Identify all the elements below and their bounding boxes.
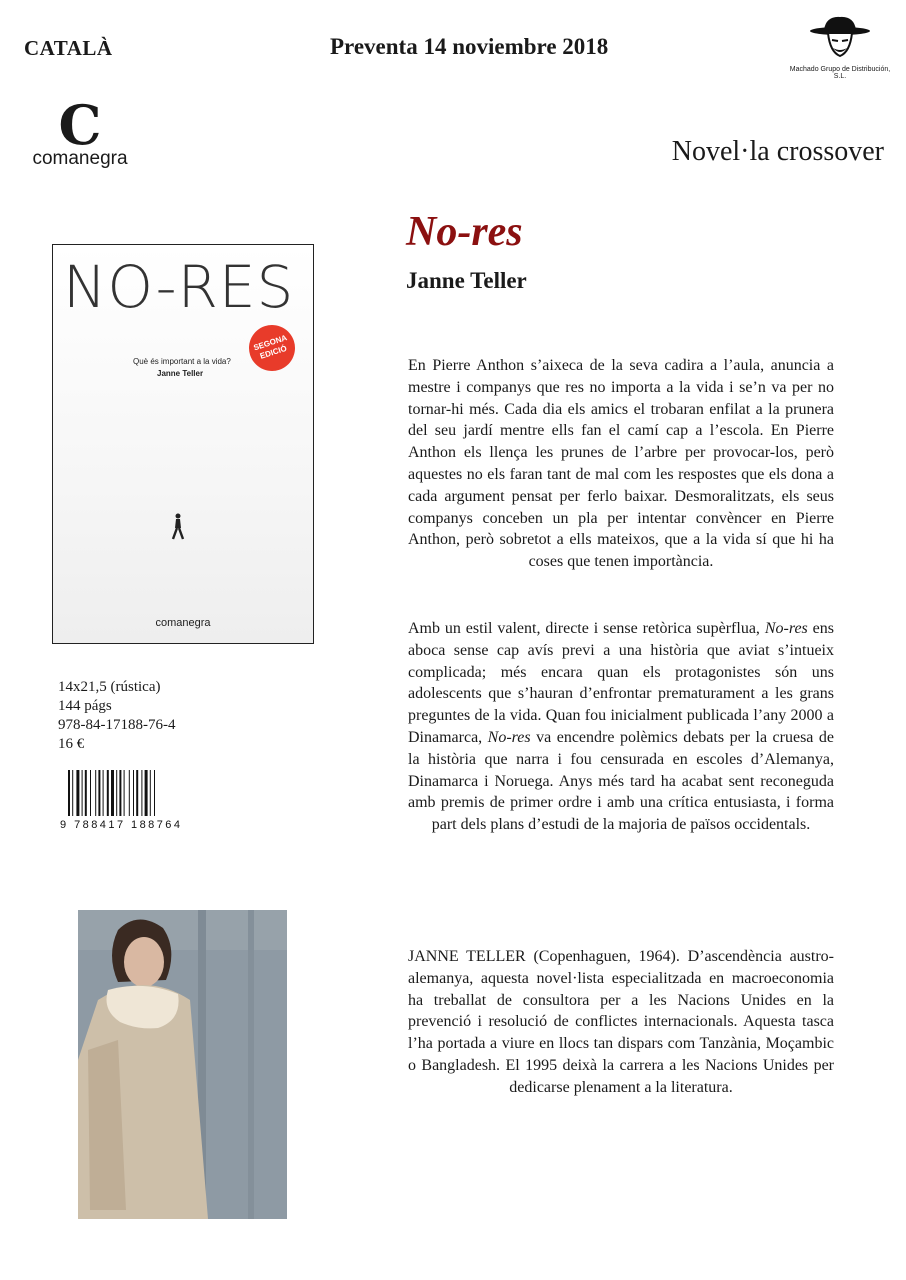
language-label: CATALÀ	[24, 36, 113, 60]
barcode-digits: 9 788417 188764	[60, 819, 180, 830]
genre-label: Novel·la crossover	[671, 136, 884, 167]
synopsis-paragraph-1	[408, 355, 834, 573]
book-author: Janne Teller	[406, 268, 527, 293]
synopsis-paragraph-2	[408, 618, 834, 836]
author-bio-text: JANNE TELLER (Copenhaguen, 1964). D’ascendència austro-alemanya, aquesta novel·lista especialitzada en macroeconomia ha treballat de consultora per a les Nacions Unides en la prevenció i resolució de conflictes internacionals. Aquesta tasca l’ha portada a viure en llocs tan dispars com Tanzània, Moçambic o Bangladesh. El 1995 deixà la carrera a les Nacions Unides per dedicarse plenament a la literatura.	[408, 948, 834, 1096]
synopsis-paragraph-1-text: En Pierre Anthon s’aixeca de la seva cadira a l’aula, anuncia a mestre i companys que res no importa a la vida i se’n va per no tornar-hi més. Cada dia els amics el trobaran enfilat a la prunera del seu jardí mentre ells fan el camí cap a l’escola. En Pierre Anthon els llença les prunes de l’arbre per provocar-los, però aquestes no els faran tant de mal com les respostes que els dona a cada argument pensat per ferlo baixar. Desmoralitzats, els seus companys conceben un pla per intentar convèncer en Pierre Anthon, però sobretot a ells mateixos, que a la vida sí que hi ha coses que tenen importància.	[408, 357, 834, 571]
author-photo	[78, 910, 287, 1219]
book-cover	[52, 244, 314, 644]
spec-format: 14x21,5 (rústica)	[58, 679, 161, 695]
cover-question: Què és important a la vida?	[133, 357, 231, 366]
spec-pages: 144 págs	[58, 698, 112, 714]
barcode	[60, 768, 184, 830]
edition-badge	[243, 319, 301, 377]
book-title: No-res	[406, 209, 523, 255]
synopsis-p2-part-c: va encendre polèmics debats per la cruesa de la història que narra i fou censurada en escoles d’Alemanya, Dinamarca i Noruega. Anys més tard ha acabat sent reconeguda amb premis de primer ordre i amb una crítica entusiasta, i forma part dels plans d’estudi de la majoria de països occidentals.	[408, 728, 834, 834]
publisher-logo-letter: C	[58, 93, 102, 157]
edition-badge-text: SEGONA EDICIÓ	[252, 333, 289, 361]
synopsis-p2-title-2: No-res	[487, 728, 531, 746]
publisher-name: comanegra	[32, 148, 128, 169]
author-bio	[408, 946, 834, 1099]
synopsis-p2-title-1: No-res	[764, 620, 808, 637]
synopsis-p2-part-a: Amb un estil valent, directe i sense retòrica supèrflua,	[408, 620, 765, 637]
hat-man-icon	[808, 14, 872, 60]
book-specs	[58, 678, 175, 754]
cover-author: Janne Teller	[157, 369, 204, 378]
spec-price: 16 €	[58, 736, 85, 752]
distributor-logo	[786, 14, 894, 80]
presale-date: Preventa 14 noviembre 2018	[330, 34, 609, 59]
cover-title: NO-RES	[63, 253, 295, 321]
publisher-logo	[28, 93, 132, 170]
walking-figure-icon	[171, 513, 185, 541]
cover-publisher: comanegra	[155, 617, 211, 629]
spec-isbn: 978-84-17188-76-4	[58, 717, 176, 733]
distributor-name: Machado Grupo de Distribución, S.L.	[789, 66, 891, 80]
synopsis-p2-part-b: ens aboca sense cap avís previ a una història que aviat s’intueix complicada; més encara quan els protagonistes són uns adolescents que s’hauran d’enfrontar prematurament a les grans preguntes de la vida. Quan fou inicialment publicada l’any 2000 a Dinamarca,	[408, 620, 835, 746]
